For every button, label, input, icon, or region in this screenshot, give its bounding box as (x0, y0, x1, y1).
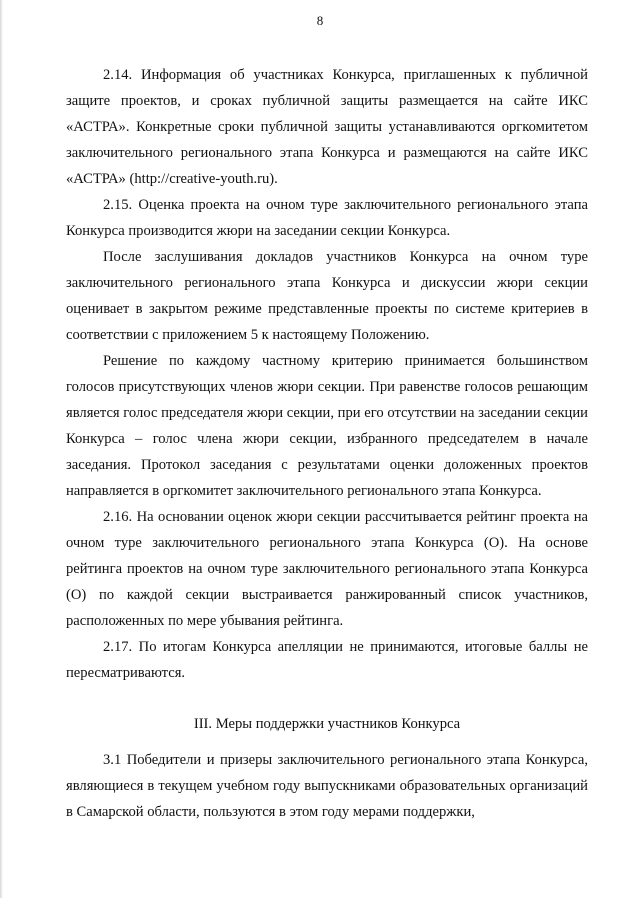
paragraph-2-15: 2.15. Оценка проекта на очном туре заключительного регионального этапа Конкурса производится жюри на заседании секции Конкурса. (66, 197, 588, 239)
paragraph-2-14: 2.14. Информация об участниках Конкурса, приглашенных к публичной защите проектов, и сроках публичной защиты размещается на сайте ИКС «АСТРА». Конкретные сроки публичной защиты устанавливаются оргкомитетом заключительного регионального этапа Конкурса и размещаются на сайте ИКС «АСТРА» (http://creative-youth.ru). (66, 67, 588, 187)
paragraph-2-16: 2.16. На основании оценок жюри секции рассчитывается рейтинг проекта на очном туре заключительного регионального этапа Конкурса (О). На основе рейтинга проектов на очном туре заключительного регионального этапа Конкурса (О) по каждой секции выстраивается ранжированный список участников, расположенных по мере убывания рейтинга. (66, 509, 588, 629)
paragraph-decision-rules: Решение по каждому частному критерию принимается большинством голосов присутствующих членов жюри секции. При равенстве голосов решающим является голос председателя жюри секции, при его отсутствии на заседании секции Конкурса – голос члена жюри секции, избранного председателем в начале заседания. Протокол заседания с результатами оценки доложенных проектов направляется в оргкомитет заключительного регионального этапа Конкурса. (66, 353, 588, 499)
paragraph-2-17: 2.17. По итогам Конкурса апелляции не принимаются, итоговые баллы не пересматриваются. (66, 639, 588, 681)
page-number: 8 (316, 13, 324, 28)
paragraph-3-1: 3.1 Победители и призеры заключительного регионального этапа Конкурса, являющиеся в текущем учебном году выпускниками образовательных организаций в Самарской области, пользуются в этом году мерами поддержки, (66, 752, 588, 820)
paragraph-jury-evaluation: После заслушивания докладов участников Конкурса на очном туре заключительного регионального этапа Конкурса и дискуссии жюри секции оценивает в закрытом режиме представленные проекты по системе критериев в соответствии с приложением 5 к настоящему Положению. (66, 249, 588, 343)
section-heading: III. Меры поддержки участников Конкурса (193, 716, 461, 732)
document-body (66, 62, 588, 825)
scan-edge (0, 0, 3, 898)
